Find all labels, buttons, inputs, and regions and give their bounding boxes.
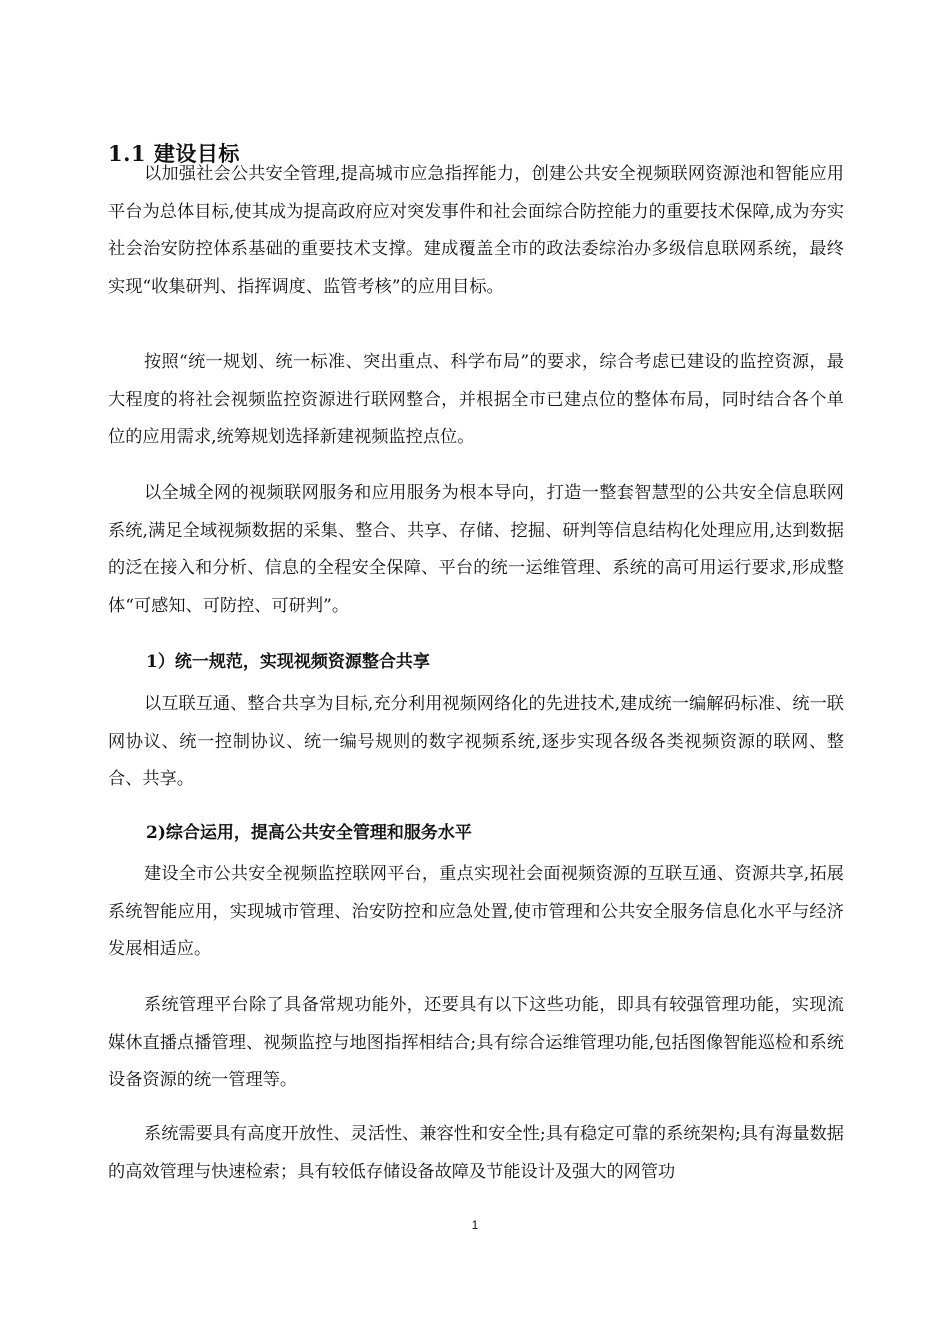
paragraph-management-functions: 系统管理平台除了具备常规功能外，还要具有以下这些功能，即具有较强管理功能，实现流媒休直播点播管理、视频监控与地图指挥相结合;具有综合运维管理功能,包括图像智能巡检和系统设备资源的统一管理等。: [108, 995, 844, 1090]
paragraph-platform-construction: 建设全市公共安全视频监控联网平台，重点实现社会面视频资源的互联互通、资源共享,拓展系统智能应用，实现城市管理、治安防控和应急处置,使市管理和公共安全服务信息化水平与经济发展相适应。: [108, 864, 844, 959]
page-number: 1: [471, 1218, 479, 1232]
paragraph-system-requirements: 系统需要具有高度开放性、灵活性、兼容性和安全性;具有稳定可靠的系统架构;具有海量数据的高效管理与快速检索；具有较低存储设备故障及节能设计及强大的网管功: [108, 1124, 844, 1182]
paragraph-service-orientation: 以全城全网的视频联网服务和应用服务为根本导向，打造一整套智慧型的公共安全信息联网系统,满足全域视频数据的采集、整合、共享、存储、挖掘、研判等信息结构化处理应用,达到数据的泛在接入和分析、信息的全程安全保障、平台的统一运维管理、系统的高可用运行要求,形成整体“可感知、可防控、可研判”。: [108, 483, 844, 616]
subsection-heading-comprehensive-use: 2)综合运用，提高公共安全管理和服务水平: [146, 823, 472, 843]
subsection-heading-unified-standards: 1）统一规范，实现视频资源整合共享: [146, 652, 430, 672]
paragraph-planning-requirements: 按照“统一规划、统一标准、突出重点、科学布局”的要求，综合考虑已建设的监控资源，最大程度的将社会视频监控资源进行联网整合，并根据全市已建点位的整体布局，同时结合各个单位的应用需求,统筹规划选择新建视频监控点位。: [108, 352, 844, 447]
paragraph-goal-overview: 以加强社会公共安全管理,提高城市应急指挥能力，创建公共安全视频联网资源池和智能应用平台为总体目标,使其成为提高政府应对突发事件和社会面综合防控能力的重要技术保障,成为夯实社会治安防控体系基础的重要技术支撑。建成覆盖全市的政法委综治办多级信息联网系统，最终实现“收集研判、指挥调度、监管考核”的应用目标。: [108, 164, 844, 297]
paragraph-unified-standards: 以互联互通、整合共享为目标,充分利用视频网络化的先进技术,建成统一编解码标准、统一联网协议、统一控制协议、统一编号规则的数字视频系统,逐步实现各级各类视频资源的联网、整合、共享。: [108, 694, 844, 789]
section-heading: 1.1 建设目标: [108, 141, 240, 166]
